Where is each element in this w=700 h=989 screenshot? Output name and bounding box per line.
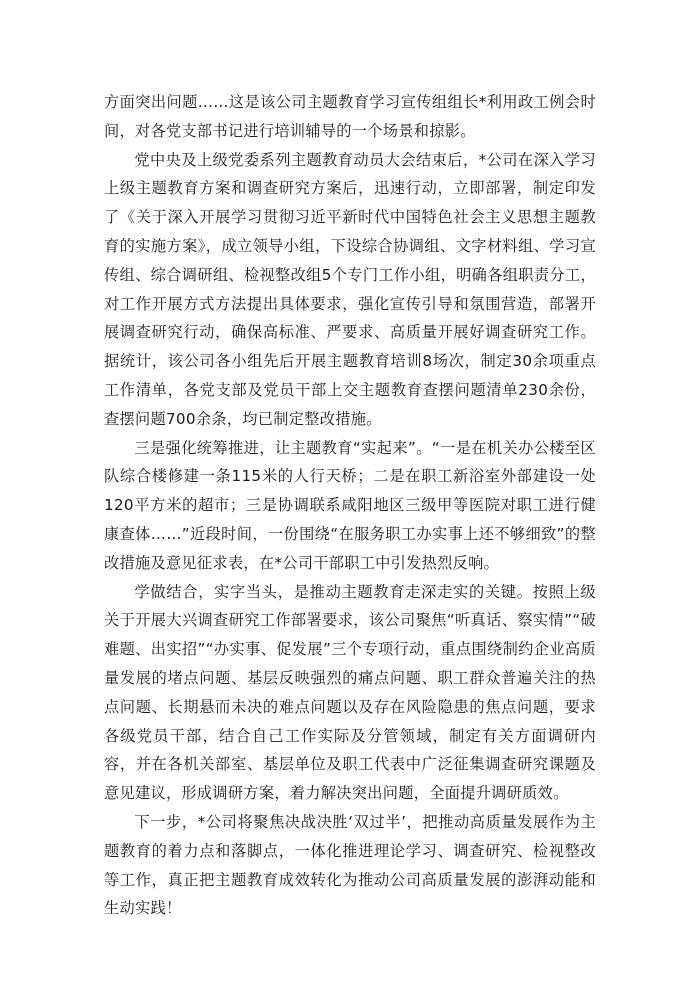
document-body: [104, 88, 596, 923]
paragraph-study-practice: 学做结合，实字当头，是推动主题教育走深走实的关键。按照上级关于开展大兴调查研究工作部署要求，该公司聚焦“听真话、察实情”“破难题、出实招”“办实事、促发展”三个专项行动，重点围绕制约企业高质量发展的堵点问题、基层反映强烈的痛点问题、职工群众普遍关注的热点问题、长期悬而未决的难点问题以及存在风险隐患的焦点问题，要求各级党员干部，结合自己工作实际及分管领域，制定有关方面调研内容，并在各机关部室、基层单位及职工代表中广泛征集调查研究课题及意见建议，形成调研方案，着力解决突出问题，全面提升调研质效。: [104, 582, 596, 803]
paragraph-continuation: 方面突出问题……这是该公司主题教育学习宣传组组长*利用政工例会时间，对各党支部书记进行培训辅导的一个场景和掠影。: [104, 93, 596, 140]
paragraph-coordination: 三是强化统筹推进，让主题教育“实起来”。“一是在机关办公楼至区队综合楼修建一条115米的人行天桥；二是在职工新浴室外部建设一处120平方米的超市；三是协调联系咸阳地区三级甲等医院对职工进行健康查体……”近段时间，一份围绕“在服务职工办实事上还不够细致”的整改措施及意见征求表，在*公司干部职工中引发热烈反响。: [104, 438, 596, 572]
paragraph-next-step: 下一步，*公司将聚焦决战决胜‘双过半’，把推动高质量发展作为主题教育的着力点和落脚点，一体化推进理论学习、调查研究、检视整改等工作，真正把主题教育成效转化为推动公司高质量发展的澎湃动能和生动实践！: [104, 812, 596, 918]
paragraph-deployment: 党中央及上级党委系列主题教育动员大会结束后，*公司在深入学习上级主题教育方案和调查研究方案后，迅速行动，立即部署，制定印发了《关于深入开展学习贯彻习近平新时代中国特色社会主义思想主题教育的实施方案》，成立领导小组，下设综合协调组、文字材料组、学习宣传组、综合调研组、检视整改组5个专门工作小组，明确各组职责分工，对工作开展方式方法提出具体要求，强化宣传引导和氛围营造，部署开展调查研究行动，确保高标准、严要求、高质量开展好调查研究工作。据统计，该公司各小组先后开展主题教育培训8场次，制定30余项重点工作清单，各党支部及党员干部上交主题教育查摆问题清单230余份，查摆问题700余条，均已制定整改措施。: [104, 150, 596, 428]
